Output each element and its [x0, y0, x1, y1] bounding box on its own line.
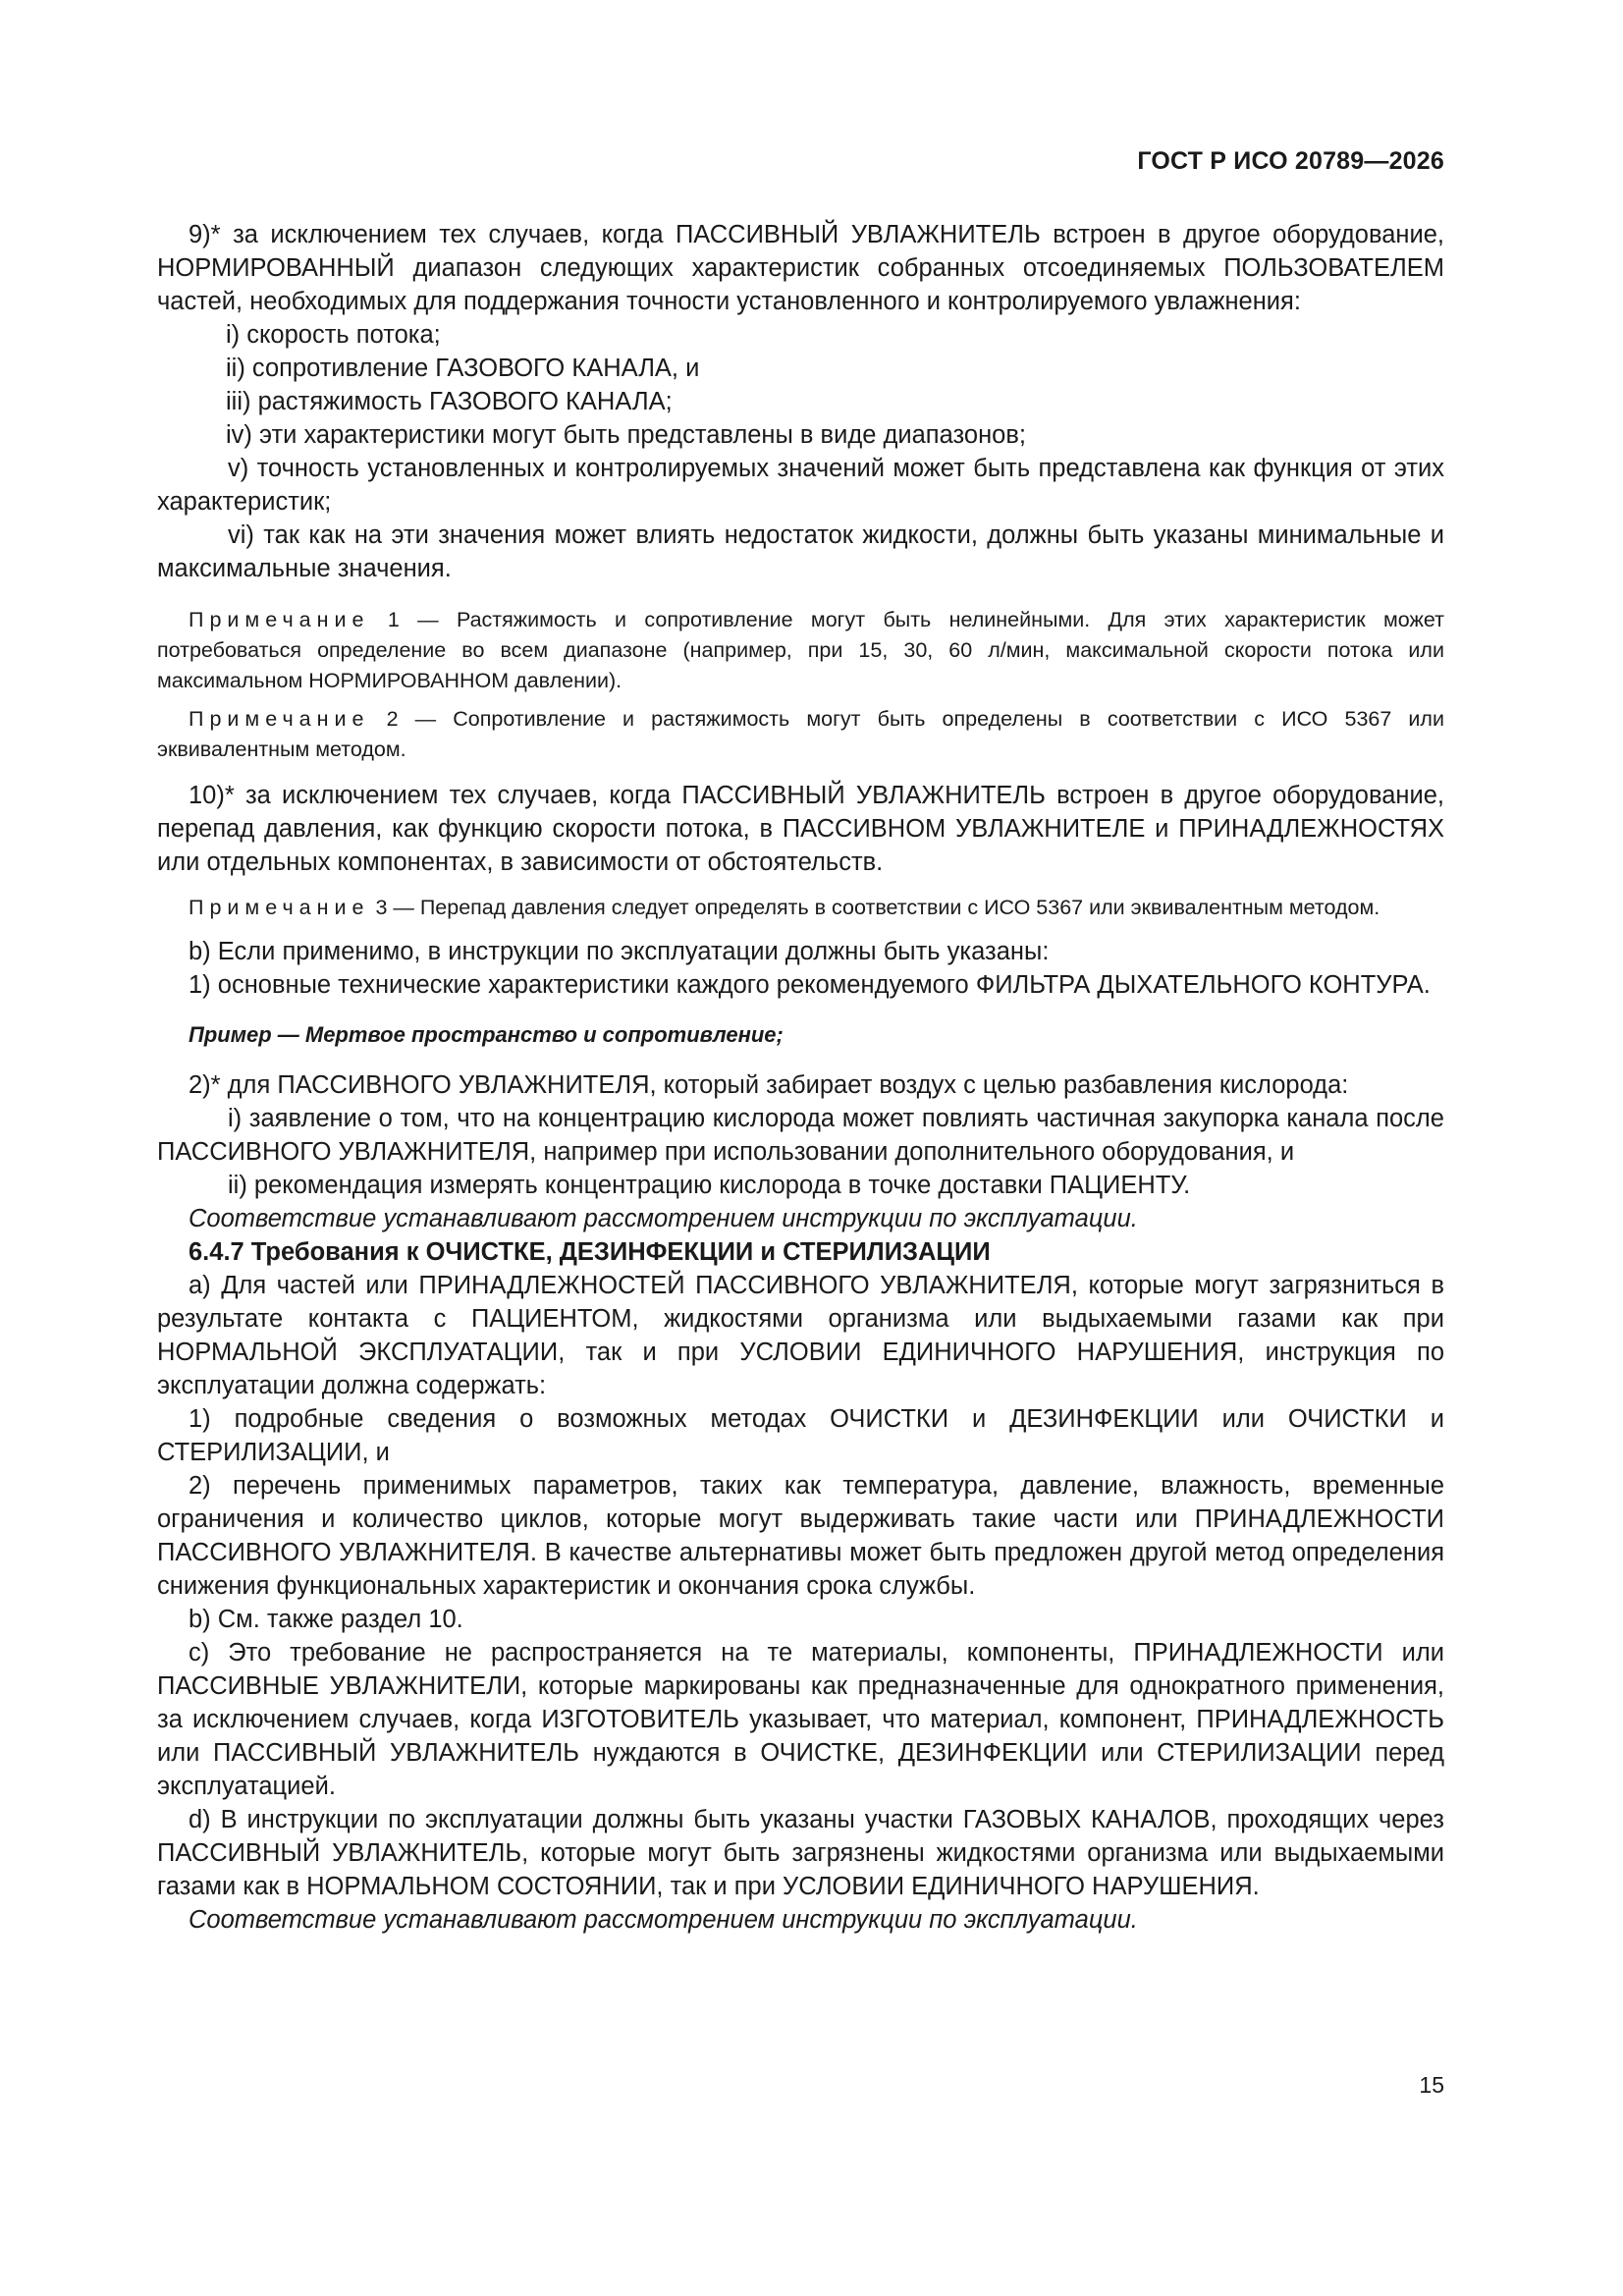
paragraph-b2-i: i) заявление о том, что на концентрацию кислорода может повлиять частичная закупорка канала после ПАССИВНОГО УВЛАЖНИТЕЛЯ, например при использовании дополнительного оборудования, и [157, 1105, 1444, 1166]
list-item: i) скорость потока; [226, 321, 441, 349]
paragraph-sc: c) Это требование не распространяется на те материалы, компоненты, ПРИНАДЛЕЖНОСТИ или ПАССИВНЫЕ УВЛАЖНИТЕЛИ, которые маркированы как предназначенные для однократного применения, за исключением случаев, когда ИЗГОТОВИТЕЛЬ указывает, что материал, компонент, ПРИНАДЛЕЖНОСТЬ или ПАССИВНЫЙ УВЛАЖНИТЕЛЬ нуждаются в ОЧИСТКЕ, ДЕЗИНФЕКЦИИ или СТЕРИЛИЗАЦИИ перед эксплуатацией. [157, 1639, 1444, 1800]
section-title: 6.4.7 Требования к ОЧИСТКЕ, ДЕЗИНФЕКЦИИ и СТЕРИЛИЗАЦИИ [189, 1238, 991, 1266]
note-text: 3 — Перепад давления следует определять в соответствии с ИСО 5367 или эквивалентным методом. [375, 896, 1380, 919]
note-3 [157, 893, 1444, 923]
page-number: 15 [1419, 2072, 1444, 2098]
paragraph-sd: d) В инструкции по эксплуатации должны быть указаны участки ГАЗОВЫХ КАНАЛОВ, проходящих через ПАССИВНЫЙ УВЛАЖНИТЕЛЬ, которые могут быть загрязнены жидкостями организма или выдыхаемыми газами как в НОРМАЛЬНОМ СОСТОЯНИИ, так и при УСЛОВИИ ЕДИНИЧНОГО НАРУШЕНИЯ. [157, 1806, 1444, 1900]
note-label: Примечание [189, 707, 370, 731]
paragraph-b1: 1) основные технические характеристики каждого рекомендуемого ФИЛЬТРА ДЫХАТЕЛЬНОГО КОНТУРА. [189, 971, 1431, 999]
note-1 [157, 605, 1444, 696]
list-item: ii) сопротивление ГАЗОВОГО КАНАЛА, и [226, 355, 700, 382]
paragraph-9: 9)* за исключением тех случаев, когда ПАССИВНЫЙ УВЛАЖНИТЕЛЬ встроен в другое оборудование, НОРМИРОВАННЫЙ диапазон следующих характеристик собранных отсоединяемых ПОЛЬЗОВАТЕЛЕМ частей, необходимых для поддержания точности установленного и контролируемого увлажнения: [157, 221, 1444, 315]
paragraph-b2-ii: ii) рекомендация измерять концентрацию кислорода в точке доставки ПАЦИЕНТУ. [228, 1172, 1191, 1199]
paragraph-a: a) Для частей или ПРИНАДЛЕЖНОСТЕЙ ПАССИВНОГО УВЛАЖНИТЕЛЯ, которые могут загрязниться в результате контакта с ПАЦИЕНТОМ, жидкостями организма или выдыхаемыми газами как при НОРМАЛЬНОЙ ЭКСПЛУАТАЦИИ, так и при УСЛОВИИ ЕДИНИЧНОГО НАРУШЕНИЯ, инструкция по эксплуатации должна содержать: [157, 1272, 1444, 1399]
document-body [157, 218, 1444, 1937]
note-label: Примечание [189, 896, 370, 919]
standard-number-header: ГОСТ Р ИСО 20789—2026 [1137, 147, 1444, 175]
list-9-items [157, 318, 1444, 452]
paragraph-a2: 2) перечень применимых параметров, таких как температура, давление, влажность, временные ограничения и количество циклов, которые могут выдерживать такие части или ПРИНАДЛЕЖНОСТИ ПАССИВНОГО УВЛАЖНИТЕЛЯ. В качестве альтернативы может быть предложен другой метод определения снижения функциональных характеристик и окончания срока службы. [157, 1472, 1444, 1600]
list-item-vi: vi) так как на эти значения может влиять недостаток жидкости, должны быть указаны минимальные и максимальные значения. [157, 521, 1444, 582]
example-note: Пример — Мертвое пространство и сопротивление; [189, 1022, 784, 1047]
note-2 [157, 704, 1444, 765]
list-item: iv) эти характеристики могут быть представлены в виде диапазонов; [226, 421, 1026, 449]
note-label: Примечание [189, 608, 370, 631]
list-item: iii) растяжимость ГАЗОВОГО КАНАЛА; [226, 388, 673, 415]
list-item-v: v) точность установленных и контролируемых значений может быть представлена как функция от этих характеристик; [157, 455, 1444, 516]
compliance-statement-2: Соответствие устанавливают рассмотрением инструкции по эксплуатации. [189, 1906, 1138, 1934]
paragraph-sb: b) См. также раздел 10. [189, 1606, 463, 1633]
compliance-statement-1: Соответствие устанавливают рассмотрением инструкции по эксплуатации. [189, 1205, 1138, 1232]
paragraph-10: 10)* за исключением тех случаев, когда ПАССИВНЫЙ УВЛАЖНИТЕЛЬ встроен в другое оборудование, перепад давления, как функцию скорости потока, в ПАССИВНОМ УВЛАЖНИТЕЛЕ и ПРИНАДЛЕЖНОСТЯХ или отдельных компонентах, в зависимости от обстоятельств. [157, 782, 1444, 876]
note-text: 2 — Сопротивление и растяжимость могут быть определены в соответствии с ИСО 5367 или эквивалентным методом. [157, 707, 1444, 761]
paragraph-a1: 1) подробные сведения о возможных методах ОЧИСТКИ и ДЕЗИНФЕКЦИИ или ОЧИСТКИ и СТЕРИЛИЗАЦИИ, и [157, 1405, 1444, 1466]
paragraph-b: b) Если применимо, в инструкции по эксплуатации должны быть указаны: [189, 938, 1050, 965]
note-text: 1 — Растяжимость и сопротивление могут быть нелинейными. Для этих характеристик может потребоваться определение во всем диапазоне (например, при 15, 30, 60 л/мин, максимальной скорости потока или максимальном НОРМИРОВАННОМ давлении). [157, 608, 1444, 692]
paragraph-b2: 2)* для ПАССИВНОГО УВЛАЖНИТЕЛЯ, который забирает воздух с целью разбавления кислорода: [189, 1071, 1349, 1099]
